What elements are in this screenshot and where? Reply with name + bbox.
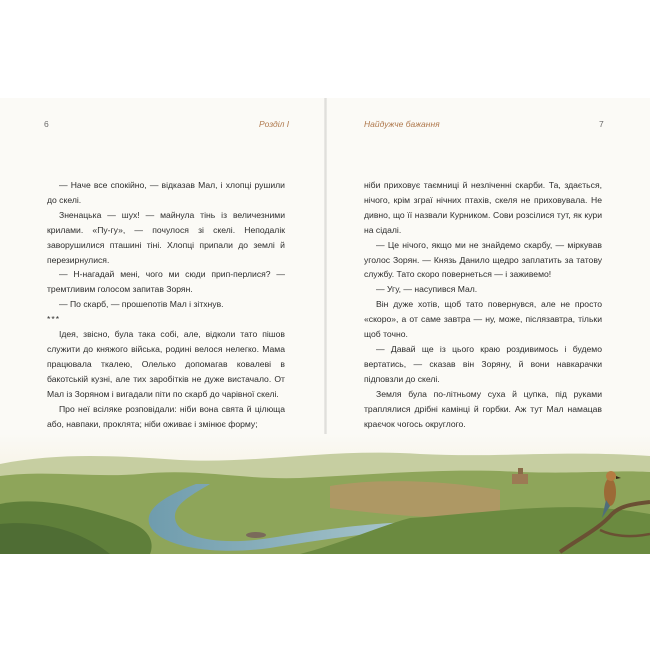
book-spread <box>0 98 650 554</box>
paragraph: ніби приховує таємниці й незліченні скарби. Та, здається, нічого, крім зграї нічних птахів, скеля не приховувала. Не дивно, що її назвали Курником. Сови розсілися тут, як кури на сідалі. <box>364 180 602 235</box>
landscape-illustration <box>0 434 650 554</box>
river-valley-image <box>0 434 650 554</box>
left-page-text <box>47 178 285 431</box>
paragraph: — По скарб, — прошепотів Мал і зітхнув. <box>59 299 224 310</box>
right-running-head: Найдужче бажання <box>364 119 440 129</box>
paragraph: — Давай ще із цього краю роздивимось і будемо вертатись, — сказав він Зоряну, й вони навкарачки підповзли до скелі. <box>364 343 602 384</box>
left-page-number: 6 <box>44 119 49 129</box>
paragraph: — Це нічого, якщо ми не знайдемо скарбу, — міркував уголос Зорян. — Князь Данило щедро заплатить за татову службу. Тато скоро повернеться — і заживемо! <box>364 239 602 280</box>
paragraph: — Наче все спокійно, — відказав Мал, і хлопці рушили до скелі. <box>47 180 285 205</box>
paragraph: Про неї всіляке розповідали: ніби вона свята й цілюща або, навпаки, проклята; ніби оживає і змінює форму; <box>47 403 285 429</box>
section-separator: *** <box>47 314 61 325</box>
paragraph: Земля була по-літньому суха й цупка, під руками траплялися дрібні камінці й горбки. Аж тут Мал намацав краєчок чогось округлого. <box>364 388 602 429</box>
paragraph: Він дуже хотів, щоб тато повернувся, але не просто «скоро», а от саме завтра — ну, може, післязавтра, тільки щоб точно. <box>364 299 602 340</box>
paragraph: — Угу, — насупився Мал. <box>376 284 478 295</box>
paragraph: Ідея, звісно, була така собі, але, відколи тато пішов служити до княжого війська, родині велося нелегко. Мама працювала ткалею, Олелько допомагав ковалеві в бакотській кузні, але тих заробітків не дуже вистачало. От Мал із Зоряном і вигадали піти по скарб до чарівної скелі. <box>47 329 285 399</box>
left-running-head: Розділ I <box>259 119 290 129</box>
paragraph: Зненацька — шух! — майнула тінь із величезними крилами. «Пу-гу», — почулося зі скелі. Неподалік заворушилися пташині тіні. Хлопці припали до землі й перезирнулися. <box>47 209 285 265</box>
paragraph: — Н-нагадай мені, чого ми сюди прип-перлися? — тремтливим голосом запитав Зорян. <box>47 269 285 295</box>
right-page-number: 7 <box>599 119 604 129</box>
